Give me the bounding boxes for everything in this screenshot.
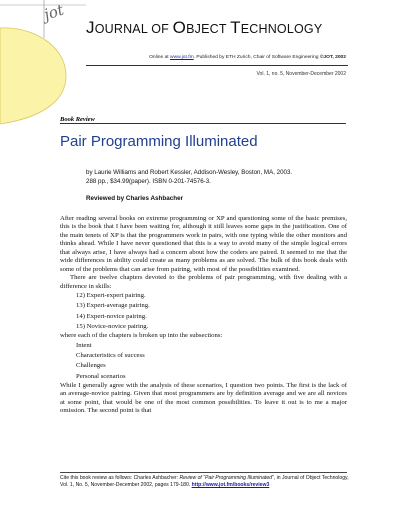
section-label: Book Review <box>60 116 95 123</box>
footer-rule <box>60 472 347 473</box>
journal-publisher-line: Online at www.jot.fm. Published by ETH Zurich, Chair of Software Engineering ©JOT, 2002 <box>149 55 346 60</box>
journal-url-link[interactable]: www.jot.fm <box>170 55 194 60</box>
paragraph: There are twelve chapters devoted to the problems of pair programming, with five dealing with a difference in skills: <box>60 274 347 290</box>
logo-yellow-shape <box>0 28 66 124</box>
header-rule <box>86 65 348 66</box>
list-item: Challenges <box>76 362 106 370</box>
logo-text: jot <box>41 0 66 24</box>
citation-url-link[interactable]: http://www.jot.fm/books/review3 <box>191 482 270 489</box>
list-item: Intent <box>76 341 92 349</box>
citation-title: Review of “Pair Programming Illuminated” <box>179 475 274 481</box>
reviewer-line: Reviewed by Charles Ashbacher <box>86 195 184 202</box>
paragraph: where each of the chapters is broken up into the subsections: <box>60 332 223 340</box>
copyright: ©JOT, 2002 <box>319 55 346 60</box>
list-item: 12) Expert-expert pairing. <box>76 292 146 300</box>
section-rule <box>60 123 346 124</box>
citation-footer: Cite this book review as follows: Charles Ashbacher: Review of “Pair Programming Illuminated”, in Journal of Object Technology, Vol. 1, No. 5, November-December 2002, pages 179-180. http://www.jot.fm/books/review3 <box>60 475 349 489</box>
list-item: 13) Expert-average pairing. <box>76 302 150 310</box>
list-item: 15) Novice-novice pairing. <box>76 322 149 330</box>
volume-line: Vol. 1, no. 5, November-December 2002 <box>256 71 346 77</box>
review-body <box>60 215 347 416</box>
list-item: Characteristics of success <box>76 352 145 360</box>
list-item: 14) Expert-novice pairing. <box>76 312 147 320</box>
list-item: Personal scenarios <box>76 372 126 380</box>
paragraph: While I generally agree with the analysis of these scenarios, I question two points. The first is the lack of an average-novice pairing. Given that most programmers are by definition average and we are all novices at some point, that would be one of the most common possibilities. To leave it out is to me a major omission. The second point is that <box>60 381 347 415</box>
paragraph: After reading several books on extreme programming or XP and questioning some of the basic premises, this is the book that I have been waiting for, although it still leaves some gaps in the justification. One of the main tenets of XP is that the programmers work in pairs, with one typing while the other monitors and thinks ahead. While I have never questioned that this is a way to avoid many of the simple logical errors that always arise, I have always had a concern about how the coders are paired. It seemed to me that the wide differences in ability could create as many problems as are solved. The bulk of this book deals with some of the problems that can arise from pairing, with most of the possibilities examined. <box>60 215 347 273</box>
paper-title: Pair Programming Illuminated <box>60 133 258 150</box>
bibliographic-info: by Laurie Williams and Robert Kessler, Addison-Wesley, Boston, MA, 2003. 288 pp., $34.99(paper). ISBN 0-201-74576-3. <box>86 169 293 185</box>
journal-title: JOURNAL OF OBJECT TECHNOLOGY <box>86 18 323 37</box>
